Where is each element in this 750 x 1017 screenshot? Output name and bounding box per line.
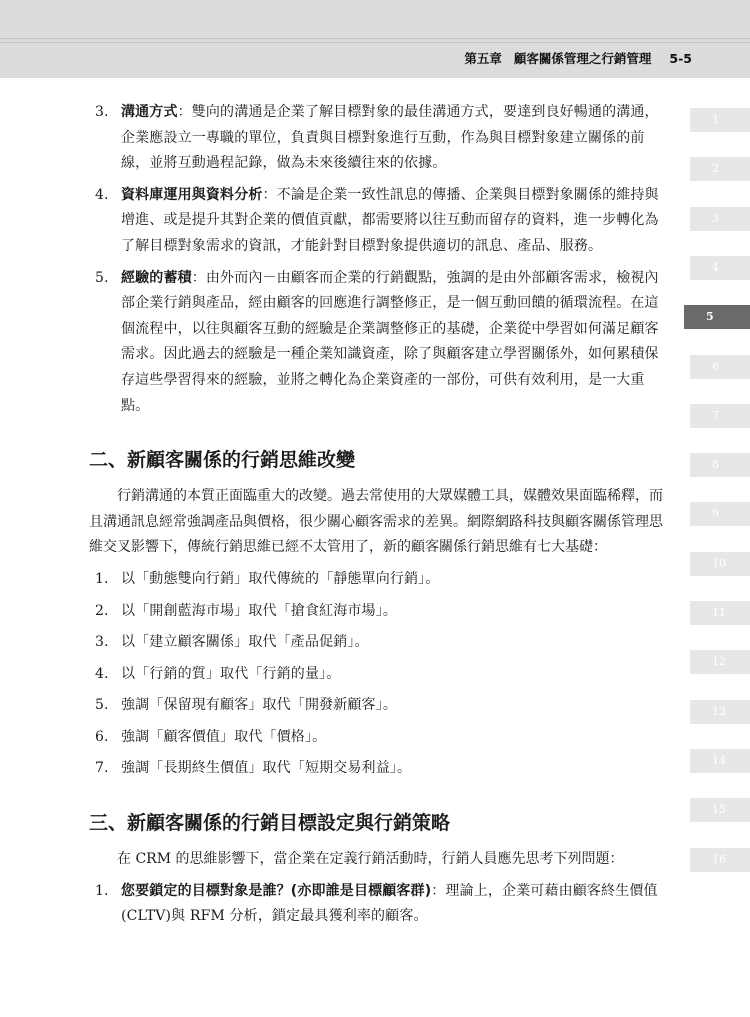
chapter-tab-15[interactable]: 15 <box>690 798 750 822</box>
item-text: 以「建立顧客關係」取代「產品促銷」。 <box>121 634 369 651</box>
chapter-tab-7[interactable]: 7 <box>690 404 750 428</box>
item-number: 3. <box>95 104 109 120</box>
item-number: 7. <box>95 760 109 777</box>
list-item <box>89 756 664 782</box>
item-number: 1. <box>95 570 109 587</box>
list-item <box>89 266 664 420</box>
list-item <box>89 567 664 593</box>
item-text: ：理論上，企業可藉由顧客終生價值(CLTV)與 RFM 分析，鎖定最具獲利率的顧客。 <box>121 882 658 925</box>
page-header <box>0 0 750 78</box>
chapter-tab-3[interactable]: 3 <box>690 207 750 231</box>
chapter-tab-1[interactable]: 1 <box>690 108 750 132</box>
header-rule <box>0 38 750 39</box>
item-text: ：不論是企業一致性訊息的傳播、企業與目標對象關係的維持與增進、或是提升其對企業的價值貢獻，都需要將以往互動而留存的資料，進一步轉化為了解目標對象需求的資訊，才能針對目標對象提供適切的訊息、產品、服務。 <box>121 186 659 254</box>
item-text: 強調「保留現有顧客」取代「開發新顧客」。 <box>121 697 397 714</box>
list-communication <box>89 100 664 419</box>
list-seven-bases <box>89 567 664 782</box>
list-item <box>89 630 664 656</box>
item-number: 3. <box>95 634 109 651</box>
list-item <box>89 183 664 260</box>
item-number: 6. <box>95 728 109 745</box>
item-number: 4. <box>95 665 109 682</box>
item-text: 強調「顧客價值」取代「價格」。 <box>121 728 327 745</box>
item-number: 5. <box>95 269 109 286</box>
list-item <box>89 879 664 930</box>
running-head <box>464 49 692 67</box>
item-text: 強調「長期終生價值」取代「短期交易利益」。 <box>121 760 412 777</box>
chapter-tab-11[interactable]: 11 <box>690 601 750 625</box>
chapter-tab-5[interactable]: 5 <box>684 305 750 329</box>
chapter-title: 顧客關係管理之行銷管理 <box>513 51 652 66</box>
list-item <box>89 100 664 177</box>
item-lead: 資料庫運用與資料分析 <box>121 186 263 203</box>
item-lead: 經驗的蓄積 <box>121 269 192 286</box>
chapter-tab-16[interactable]: 16 <box>690 848 750 872</box>
chapter-tab-2[interactable]: 2 <box>690 157 750 181</box>
item-lead: 溝通方式 <box>121 104 178 120</box>
section-title: 三、新顧客關係的行銷目標設定與行銷策略 <box>89 812 451 835</box>
item-text: ：由外而內－由顧客而企業的行銷觀點，強調的是由外部顧客需求，檢視內部企業行銷與產品，經由顧客的回應進行調整修正，是一個互動回饋的循環流程。在這個流程中，以往與顧客互動的經驗是企業調整修正的基礎，企業從中學習如何滿足顧客需求。因此過去的經驗是一種企業知識資產，除了與顧客建立學習關係外，如何累積保存這些學習得來的經驗，並將之轉化為企業資產的一部份，可供有效利用，是一大重點。 <box>121 269 659 414</box>
chapter-label: 第五章 <box>464 51 502 66</box>
section-title: 二、新顧客關係的行銷思維改變 <box>89 449 356 472</box>
item-number: 2. <box>95 602 109 619</box>
page-number: 5-5 <box>669 51 692 66</box>
section-intro: 行銷溝通的本質正面臨重大的改變。過去常使用的大眾媒體工具，媒體效果面臨稀釋，而且溝通訊息經常強調產品與價格，很少關心顧客需求的差異。網際網路科技與顧客關係管理思維交叉影響下，傳統行銷思維已經不太管用了，新的顧客關係行銷思維有七大基礎： <box>89 488 663 556</box>
item-text: 以「開創藍海市場」取代「搶食紅海市場」。 <box>121 602 397 619</box>
chapter-tab-8[interactable]: 8 <box>690 453 750 477</box>
list-item <box>89 725 664 751</box>
chapter-tab-12[interactable]: 12 <box>690 650 750 674</box>
item-number: 1. <box>95 882 109 899</box>
page-content <box>89 100 664 936</box>
list-item <box>89 599 664 625</box>
chapter-tab-6[interactable]: 6 <box>690 355 750 379</box>
item-text: ：雙向的溝通是企業了解目標對象的最佳溝通方式，要達到良好暢通的溝通，企業應設立一專職的單位，負責與目標對象進行互動，作為與目標對象建立關係的前線，並將互動過程記錄，做為未來後續往來的依據。 <box>121 104 659 172</box>
chapter-tab-14[interactable]: 14 <box>690 749 750 773</box>
list-questions <box>89 879 664 930</box>
header-rule <box>0 42 750 43</box>
item-text: 以「行銷的質」取代「行銷的量」。 <box>121 665 341 682</box>
list-item <box>89 693 664 719</box>
chapter-tab-4[interactable]: 4 <box>690 256 750 280</box>
chapter-tab-9[interactable]: 9 <box>690 502 750 526</box>
item-number: 5. <box>95 697 109 714</box>
list-item <box>89 662 664 688</box>
item-number: 4. <box>95 186 109 203</box>
section-intro: 在 CRM 的思維影響下，當企業在定義行銷活動時，行銷人員應先思考下列問題： <box>117 851 624 868</box>
item-lead: 您要鎖定的目標對象是誰？(亦即誰是目標顧客群) <box>121 882 432 899</box>
item-text: 以「動態雙向行銷」取代傳統的「靜態單向行銷」。 <box>121 570 440 587</box>
chapter-tab-10[interactable]: 10 <box>690 552 750 576</box>
chapter-tab-13[interactable]: 13 <box>690 700 750 724</box>
